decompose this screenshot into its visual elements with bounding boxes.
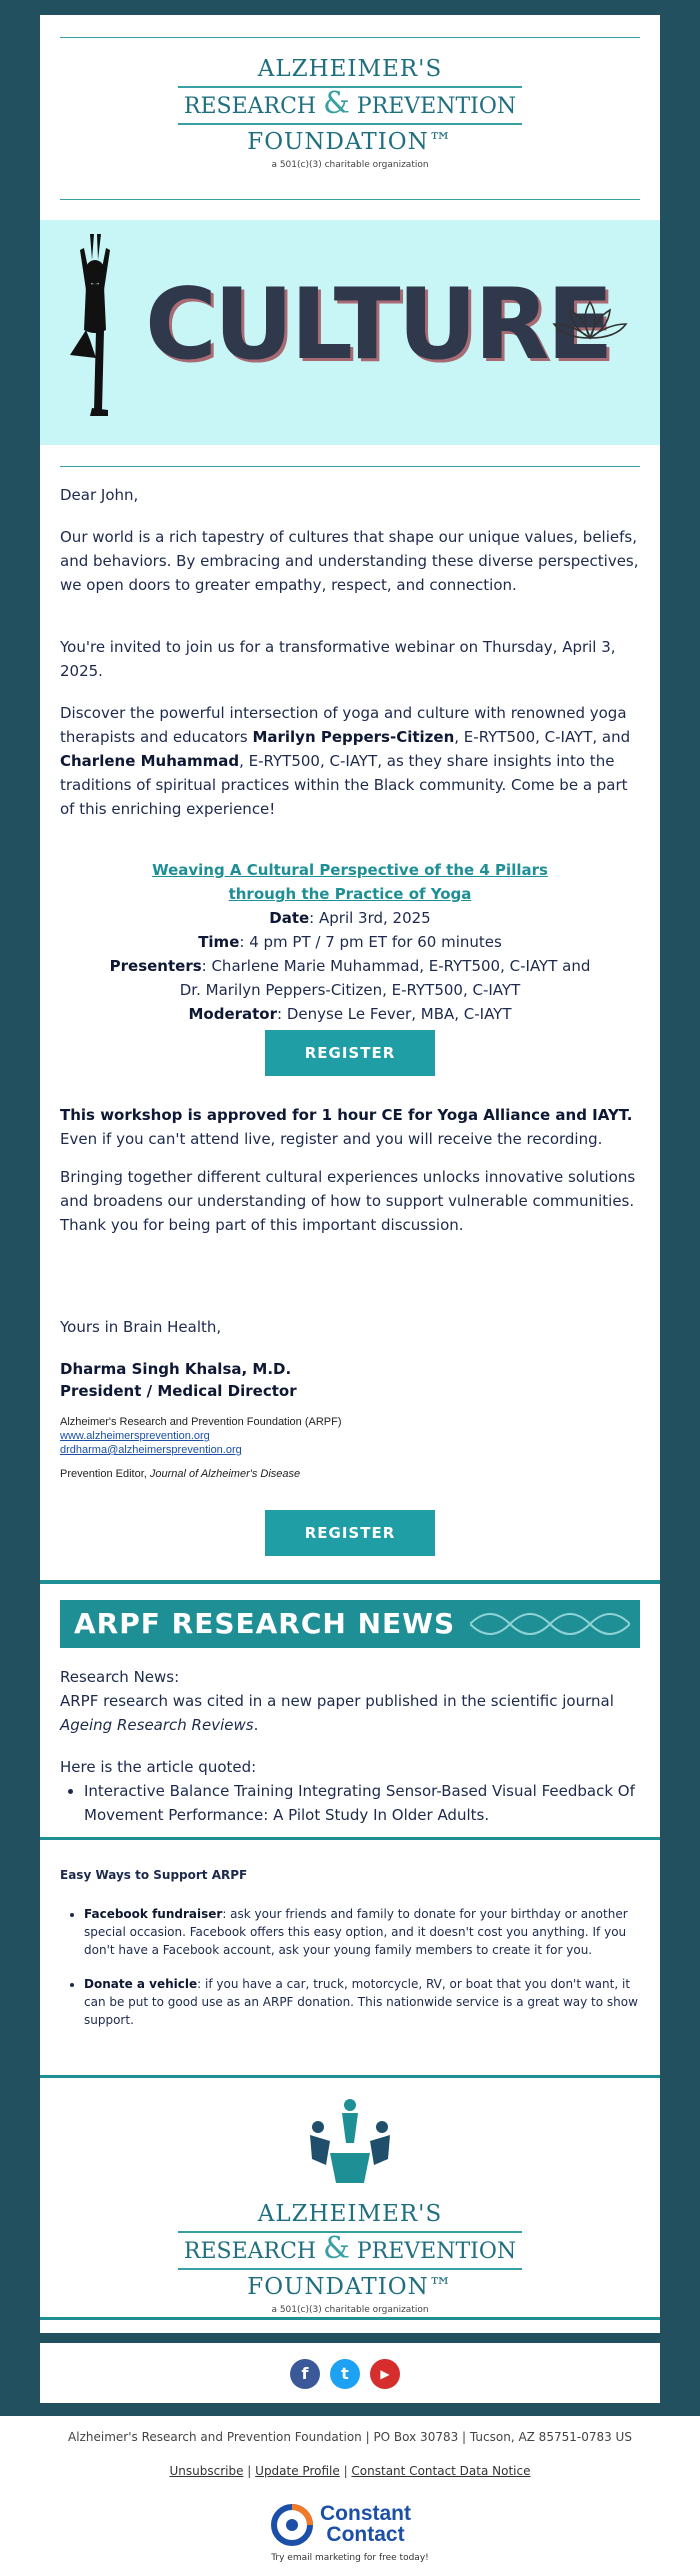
news-paragraph: ARPF research was cited in a new paper published in the scientific journal Ageing Research Reviews. bbox=[60, 1692, 614, 1734]
news-rule bbox=[40, 1580, 660, 1584]
event-time: Time: 4 pm PT / 7 pm ET for 60 minutes bbox=[198, 933, 502, 951]
footer-logo-line3: FOUNDATION™ bbox=[247, 2274, 453, 2300]
signature-org: Alzheimer's Research and Prevention Foundation (ARPF) bbox=[60, 1416, 342, 1428]
constant-contact-logo[interactable] bbox=[270, 2501, 440, 2549]
website-link[interactable]: www.alzheimersprevention.org bbox=[60, 1430, 210, 1442]
intro-paragraph: Our world is a rich tapestry of cultures that shape our unique values, beliefs, and behaviors. By embracing and understanding these diverse perspectives, we open doors to greater empathy, respect, and connection. bbox=[60, 528, 639, 594]
arpf-logo[interactable] bbox=[40, 55, 660, 170]
culture-word: CULTURE bbox=[145, 268, 611, 382]
signoff: Yours in Brain Health, bbox=[60, 1318, 222, 1336]
bottom-rule bbox=[40, 2317, 660, 2320]
email-footer bbox=[0, 2416, 700, 2574]
register-button-2[interactable]: REGISTER bbox=[265, 1510, 435, 1556]
event-details bbox=[100, 858, 600, 1026]
footer-links: Unsubscribe | Update Profile | Constant Contact Data Notice bbox=[169, 2464, 531, 2478]
support-item-facebook: • Facebook fundraiser: ask your friends and family to donate for your birthday or another special occasion. Facebook offers this easy option, and it doesn't cost you anything. If you don't have a Facebook account, ask your young family members to create it for you. bbox=[84, 1905, 640, 1959]
try-email-marketing[interactable]: Try email marketing for free today! bbox=[271, 2553, 429, 2563]
logo-line2: RESEARCH & PREVENTION bbox=[178, 86, 522, 125]
editor-line: Prevention Editor, Journal of Alzheimer's Disease bbox=[60, 1468, 301, 1480]
greeting: Dear John, bbox=[60, 486, 139, 504]
facebook-icon[interactable]: f bbox=[290, 2359, 320, 2389]
email-link[interactable]: drdharma@alzheimersprevention.org bbox=[60, 1444, 242, 1456]
event-title-line2[interactable]: through the Practice of Yoga bbox=[228, 885, 472, 903]
closing-paragraph: Bringing together different cultural experiences unlocks innovative solutions and broadens our understanding of how to support vulnerable communities. Thank you for being part of this important discussion. bbox=[60, 1168, 636, 1234]
culture-banner bbox=[40, 220, 660, 445]
footer-logo-line2: RESEARCH & PREVENTION bbox=[178, 2231, 522, 2270]
news-quoted-label: Here is the article quoted: bbox=[60, 1758, 257, 1776]
signature-block bbox=[60, 1415, 342, 1481]
yoga-silhouette-icon bbox=[50, 230, 140, 420]
logo-line3: FOUNDATION™ bbox=[247, 129, 453, 155]
event-title-line1[interactable]: Weaving A Cultural Perspective of the 4 Pillars bbox=[152, 861, 548, 879]
news-article-list bbox=[60, 1779, 640, 1827]
signer-name: Dharma Singh Khalsa, M.D. bbox=[60, 1360, 292, 1378]
lotus-icon bbox=[550, 298, 630, 348]
youtube-icon[interactable]: ▶ bbox=[370, 2359, 400, 2389]
logo-tagline: a 501(c)(3) charitable organization bbox=[271, 160, 429, 170]
top-rule bbox=[60, 37, 640, 38]
news-article-item: • Interactive Balance Training Integrating Sensor-Based Visual Feedback Of Movement Performance: A Pilot Study In Older Adults. bbox=[84, 1779, 640, 1827]
twitter-icon[interactable]: t bbox=[330, 2359, 360, 2389]
email-card bbox=[40, 15, 660, 2333]
register-button[interactable]: REGISTER bbox=[265, 1030, 435, 1076]
news-heading: Research News: bbox=[60, 1668, 180, 1686]
invite-paragraph: You're invited to join us for a transformative webinar on Thursday, April 3, 2025. bbox=[60, 638, 616, 680]
banner-rule bbox=[60, 466, 640, 467]
discover-paragraph: Discover the powerful intersection of yoga and culture with renowned yoga therapists and educators Marilyn Peppers-Citizen, E-RYT500, C-IAYT, and Charlene Muhammad, E-RYT500, C-IAYT, as they share insights into the traditions of spiritual practices within the Black community. Come be a part of this enriching experience! bbox=[60, 704, 631, 818]
footer-address: Alzheimer's Research and Prevention Foundation | PO Box 30783 | Tucson, AZ 85751-0783 US bbox=[68, 2430, 632, 2444]
social-bar bbox=[40, 2343, 660, 2403]
arpf-footer-logo[interactable] bbox=[40, 2200, 660, 2315]
support-title: Easy Ways to Support ARPF bbox=[60, 1868, 248, 1882]
signer-role: President / Medical Director bbox=[60, 1382, 297, 1400]
dna-icon bbox=[470, 1604, 630, 1644]
event-date: Date: April 3rd, 2025 bbox=[269, 909, 431, 927]
ce-paragraph: This workshop is approved for 1 hour CE for Yoga Alliance and IAYT. Even if you can't attend live, register and you will receive the recording. bbox=[60, 1106, 633, 1148]
footer-logo-tagline: a 501(c)(3) charitable organization bbox=[271, 2305, 429, 2315]
support-section bbox=[60, 1863, 640, 2045]
logo-line1: ALZHEIMER'S bbox=[257, 56, 443, 82]
support-rule bbox=[40, 1837, 660, 1840]
footer-logo-line1: ALZHEIMER'S bbox=[257, 2201, 443, 2227]
data-notice-link[interactable]: Constant Contact Data Notice bbox=[351, 2464, 531, 2478]
update-profile-link[interactable]: Update Profile bbox=[255, 2464, 340, 2478]
support-item-vehicle: • Donate a vehicle: if you have a car, truck, motorcycle, RV, or boat that you don't want, it can be put to good use as an ARPF donation. This nationwide service is a great way to show support. bbox=[84, 1975, 640, 2029]
unsubscribe-link[interactable]: Unsubscribe bbox=[169, 2464, 244, 2478]
constant-contact-icon bbox=[270, 2503, 314, 2547]
constant-contact-text: Constant Contact bbox=[320, 2502, 411, 2546]
header-rule bbox=[60, 199, 640, 200]
research-news-banner: ARPF RESEARCH NEWS bbox=[60, 1600, 640, 1648]
event-presenters: Presenters: Charlene Marie Muhammad, E-RYT500, C-IAYT and Dr. Marilyn Peppers-Citizen, E-RYT500, C-IAYT bbox=[109, 957, 591, 999]
footer-logo-rule bbox=[40, 2075, 660, 2078]
event-moderator: Moderator: Denyse Le Fever, MBA, C-IAYT bbox=[188, 1005, 512, 1023]
arpf-figures-icon bbox=[290, 2093, 410, 2193]
